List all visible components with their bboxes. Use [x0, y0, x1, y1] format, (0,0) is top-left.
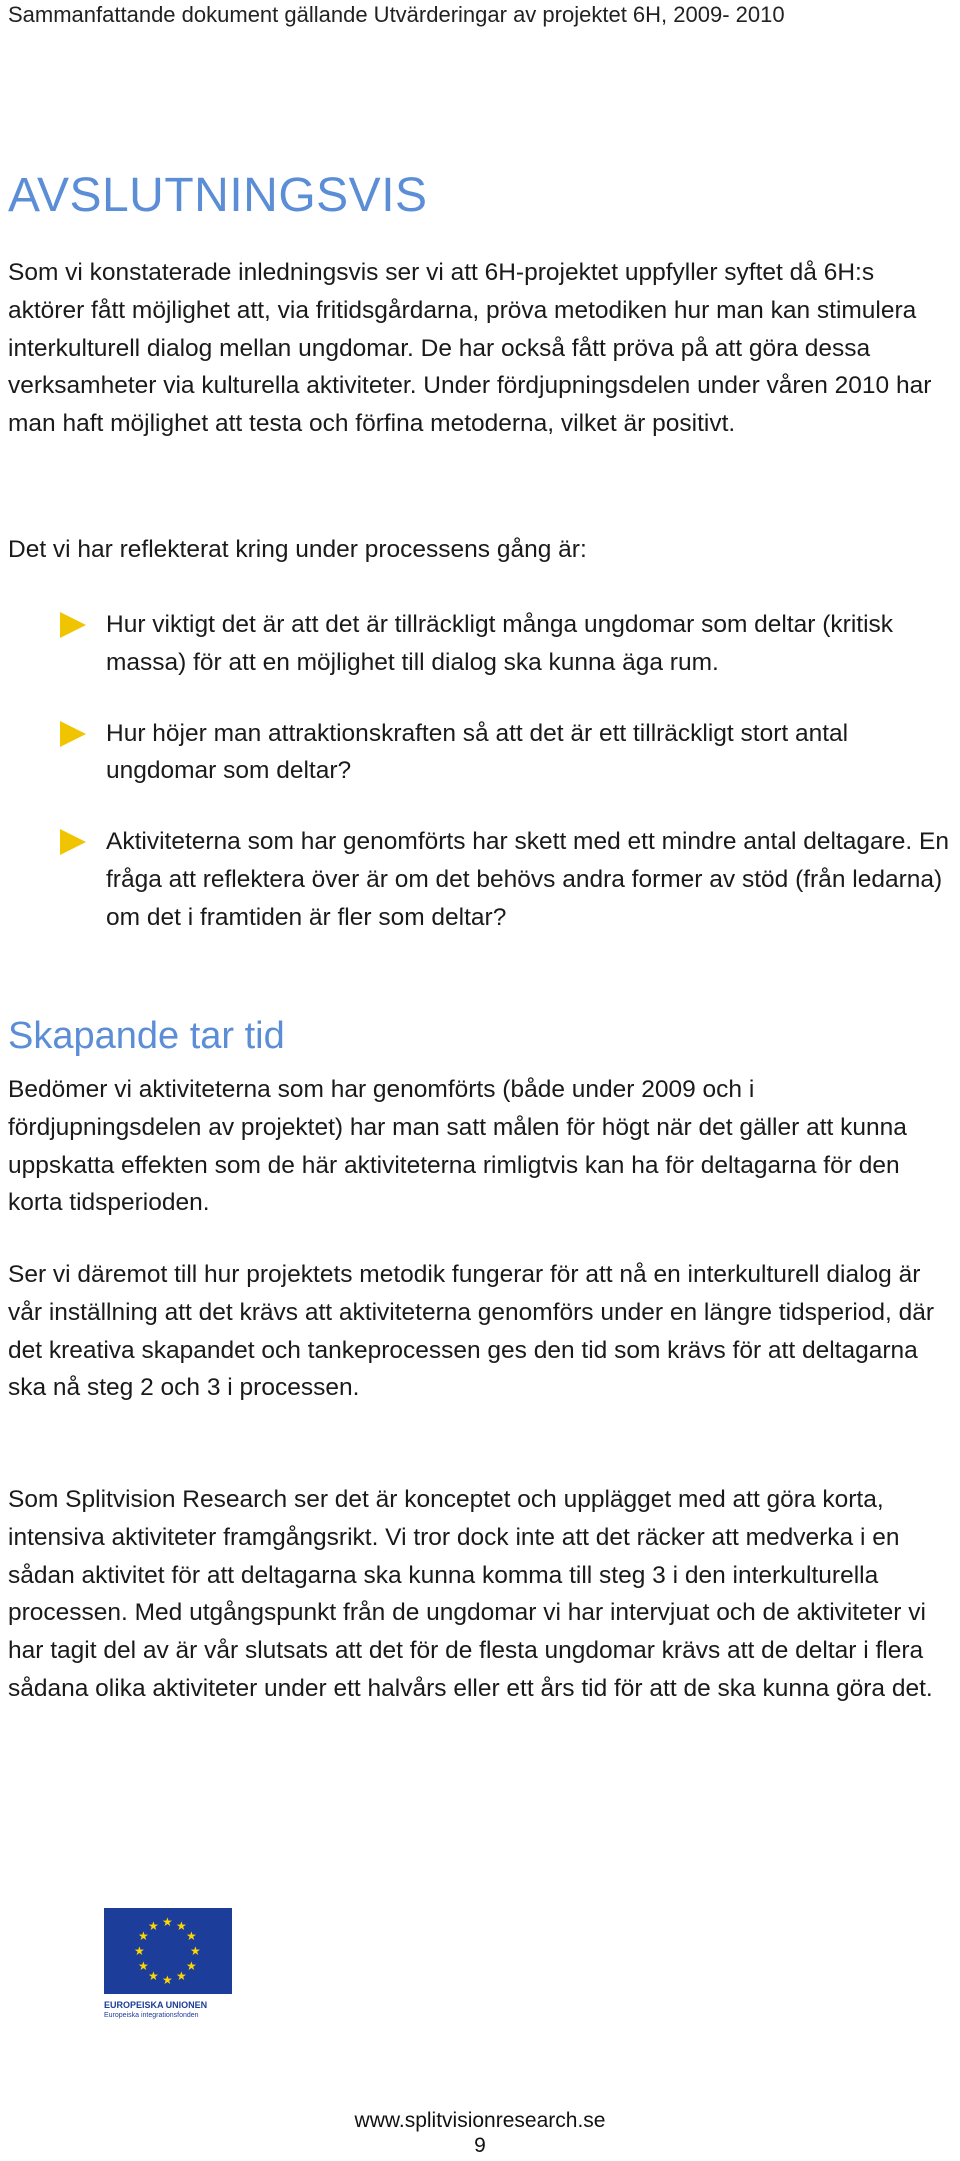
- section-heading-avslutningsvis: AVSLUTNINGSVIS: [8, 169, 428, 222]
- section-heading-skapande-tar-tid: Skapande tar tid: [8, 1015, 285, 1057]
- running-header: Sammanfattande dokument gällande Utvärderingar av projektet 6H, 2009- 2010: [8, 2, 785, 27]
- paragraph: Det vi har reflekterat kring under processens gång är:: [8, 536, 587, 563]
- arrow-bullet-icon: [60, 721, 86, 747]
- paragraph: Som vi konstaterade inledningsvis ser vi att 6H-projektet uppfyller syftet då 6H:s aktörer fått möjlighet att, via fritidsgårdarna, pröva metodiken hur man kan stimulera interkulturell dialog mellan ungdomar. De har också fått pröva på att göra dessa verksamheter via kulturella aktiviteter. Under fördjupningsdelen under våren 2010 har man haft möjlighet att testa och förfina metoderna, vilket är positivt.: [8, 259, 932, 438]
- paragraph: Ser vi däremot till hur projektets metodik fungerar för att nå en interkulturell dialog är vår inställning att det krävs att aktiviteterna genomförs under en längre tidsperiod, där det kreativa skapandet och tankeprocessen ges den tid som krävs för att deltagarna ska nå steg 2 och 3 i processen.: [8, 1261, 935, 1402]
- arrow-bullet-icon: [60, 612, 86, 638]
- list-item-text: Hur viktigt det är att det är tillräckligt många ungdomar som deltar (kritisk massa) för att en möjlighet till dialog ska kunna äga rum.: [106, 611, 894, 676]
- page-number: 9: [474, 2134, 486, 2157]
- list-item: [8, 715, 953, 791]
- paragraph: Bedömer vi aktiviteterna som har genomförts (både under 2009 och i fördjupningsdelen av projektet) har man satt målen för högt när det gäller att kunna uppskatta effekten som de här aktiviteterna rimligtvis kan ha för deltagarna för den korta tidsperioden.: [8, 1076, 907, 1217]
- eu-flag-icon: ★ ★ ★ ★ ★ ★ ★ ★ ★ ★ ★ ★: [104, 1908, 232, 1994]
- reflection-list: [8, 606, 953, 937]
- eu-logo-title: EUROPEISKA UNIONEN: [104, 2000, 208, 2010]
- list-item-text: Hur höjer man attraktionskraften så att det är ett tillräckligt stort antal ungdomar som deltar?: [106, 719, 849, 785]
- eu-logo: [104, 1908, 232, 2020]
- arrow-bullet-icon: [60, 829, 86, 855]
- list-item-text: Aktiviteterna som har genomförts har skett med ett mindre antal deltagare. En fråga att reflektera över är om det behövs andra former av stöd (från ledarna) om det i framtiden är fler som deltar?: [106, 828, 949, 931]
- paragraph: Som Splitvision Research ser det är konceptet och upplägget med att göra korta, intensiva aktiviteter framgångsrikt. Vi tror dock inte att det räcker att medverka i en sådan aktivitet för att deltagarna ska kunna komma till steg 3 i den interkulturella processen. Med utgångspunkt från de ungdomar vi har intervjuat och de aktiviteter vi har tagit del av är vår slutsats att det för de flesta ungdomar krävs att de deltar i flera sådana olika aktiviteter under ett halvårs eller ett års tid för att de ska kunna göra det.: [8, 1486, 933, 1702]
- list-item: [8, 606, 953, 682]
- list-item: [8, 823, 953, 936]
- eu-logo-subtitle: Europeiska integrationsfonden: [104, 2012, 199, 2019]
- footer-url: www.splitvisionresearch.se: [354, 2109, 606, 2132]
